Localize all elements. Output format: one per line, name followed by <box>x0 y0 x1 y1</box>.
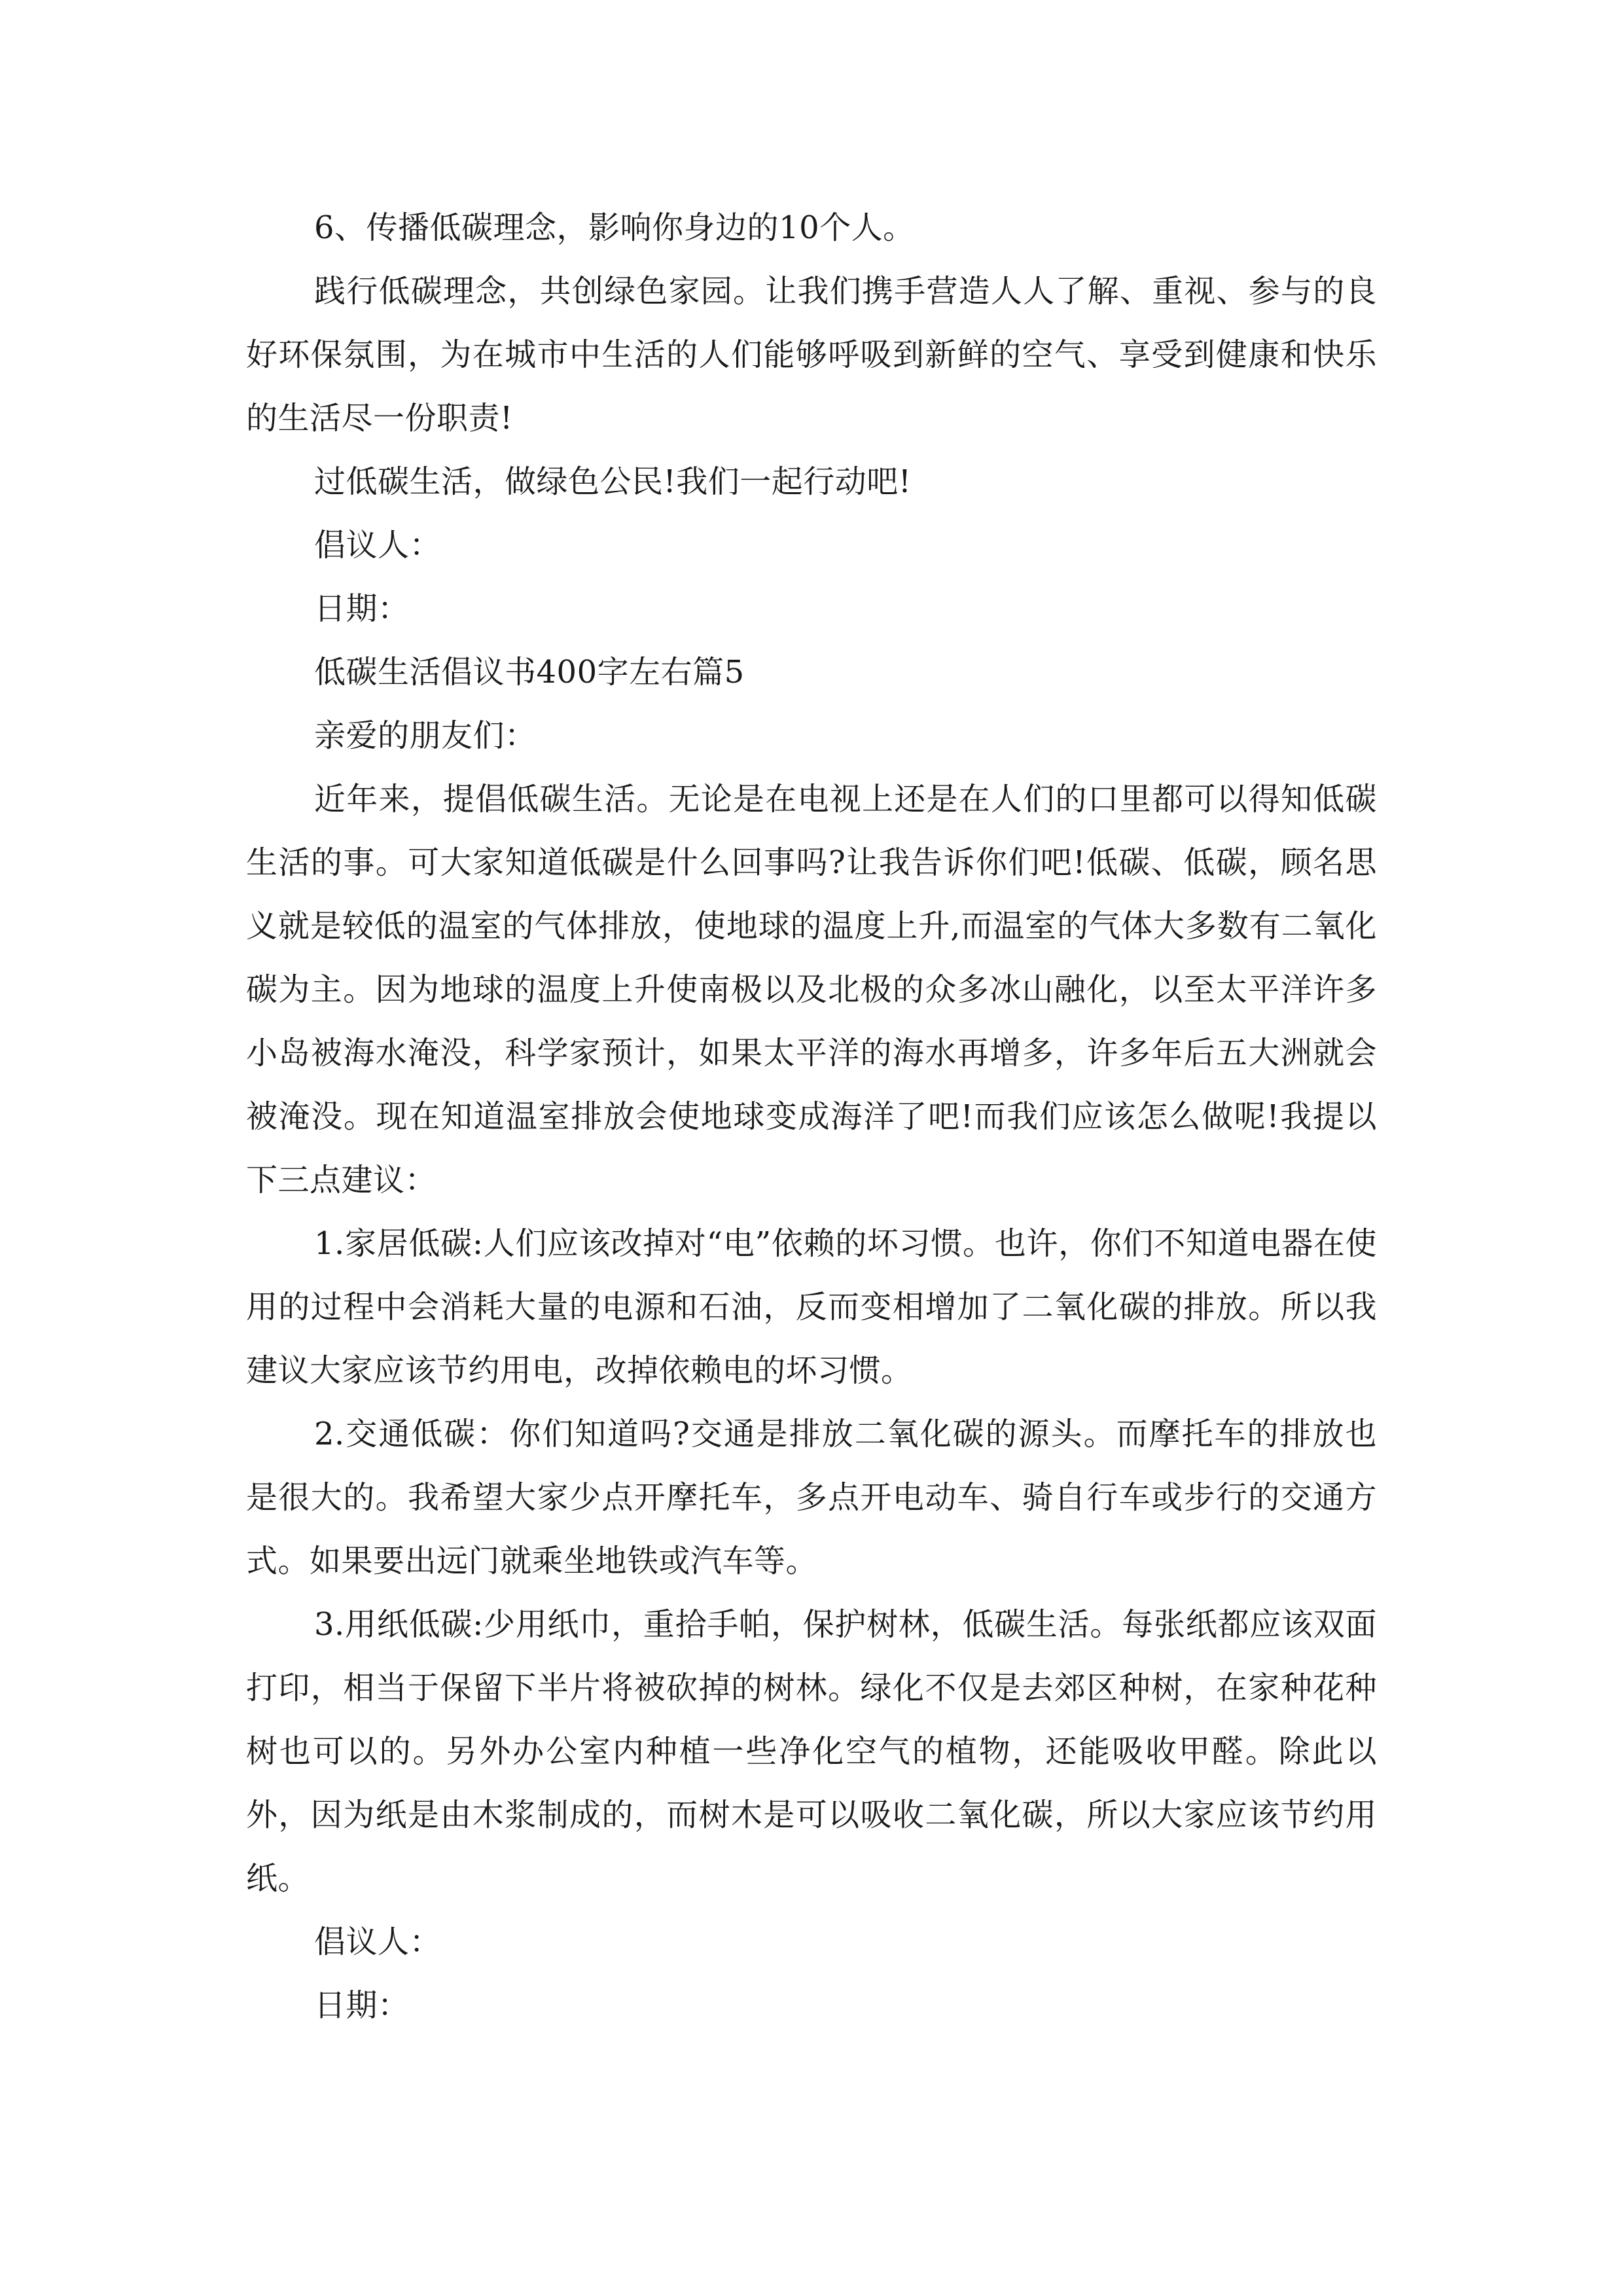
section-title: 低碳生活倡议书400字左右篇5 <box>314 654 745 691</box>
list-item-6: 6、传播低碳理念，影响你身边的10个人。 <box>314 209 915 246</box>
call-to-action: 过低碳生活，做绿色公民!我们一起行动吧! <box>314 463 912 500</box>
suggestion-transport: 2.交通低碳：你们知道吗?交通是排放二氧化碳的源头。而摩托车的排放也是很大的。我希望大家少点开摩托车，多点开电动车、骑自行车或步行的交通方式。如果要出远门就乘坐地铁或汽车等。 <box>246 1416 1377 1579</box>
document-body <box>246 196 1377 2037</box>
proposer-label: 倡议人： <box>314 527 442 564</box>
date-label: 日期： <box>314 590 410 627</box>
intro-paragraph: 近年来，提倡低碳生活。无论是在电视上还是在人们的口里都可以得知低碳生活的事。可大家知道低碳是什么回事吗?让我告诉你们吧!低碳、低碳，顾名思义就是较低的温室的气体排放，使地球的温度上升,而温室的气体大多数有二氧化碳为主。因为地球的温度上升使南极以及北极的众多冰山融化，以至太平洋许多小岛被海水淹没，科学家预计，如果太平洋的海水再增多，许多年后五大洲就会被淹没。现在知道温室排放会使地球变成海洋了吧!而我们应该怎么做呢!我提以下三点建议： <box>246 781 1377 1198</box>
closing-paragraph: 践行低碳理念，共创绿色家园。让我们携手营造人人了解、重视、参与的良好环保氛围，为在城市中生活的人们能够呼吸到新鲜的空气、享受到健康和快乐的生活尽一份职责! <box>246 273 1377 437</box>
date-label-2: 日期： <box>314 1987 410 2024</box>
salutation: 亲爱的朋友们： <box>314 717 537 754</box>
suggestion-paper: 3.用纸低碳:少用纸巾，重拾手帕，保护树林，低碳生活。每张纸都应该双面打印，相当于保留下半片将被砍掉的树林。绿化不仅是去郊区种树，在家种花种树也可以的。另外办公室内种植一些净化空气的植物，还能吸收甲醛。除此以外，因为纸是由木浆制成的，而树木是可以吸收二氧化碳，所以大家应该节约用纸。 <box>246 1606 1377 1897</box>
suggestion-home: 1.家居低碳:人们应该改掉对“电”依赖的坏习惯。也许，你们不知道电器在使用的过程中会消耗大量的电源和石油，反而变相增加了二氧化碳的排放。所以我建议大家应该节约用电，改掉依赖电的坏习惯。 <box>246 1225 1377 1389</box>
proposer-label-2: 倡议人： <box>314 1924 442 1960</box>
